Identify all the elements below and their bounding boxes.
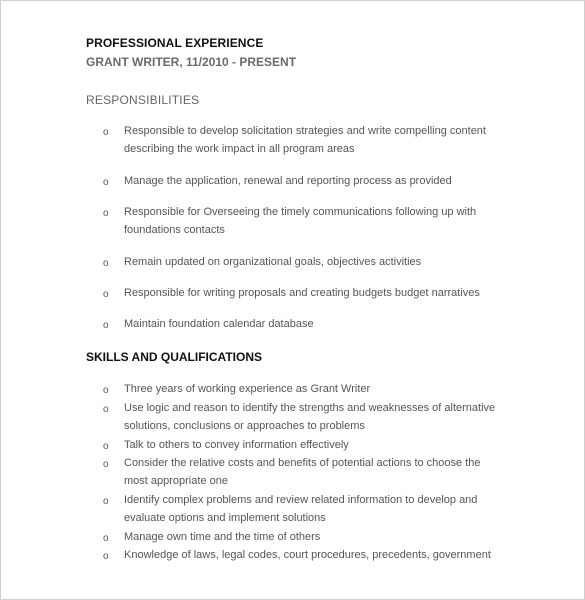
bullet-marker: o [103,208,109,219]
skills-and-qualifications-heading: SKILLS AND QUALIFICATIONS [86,350,262,364]
bullet-marker: o [103,404,109,415]
skill-item-3-line-1: Talk to others to convey information effectively [124,439,349,451]
professional-experience-heading: PROFESSIONAL EXPERIENCE [86,36,264,50]
bullet-marker: o [103,127,109,138]
skill-item-6-line-1: Manage own time and the time of others [124,531,321,543]
bullet-marker: o [103,459,109,470]
skill-item-1-line-1: Three years of working experience as Grant Writer [124,383,371,395]
responsibility-item-4-line-1: Remain updated on organizational goals, objectives activities [124,256,422,268]
skill-item-5-line-2: evaluate options and implement solutions [124,512,326,524]
skill-item-7-line-1: Knowledge of laws, legal codes, court procedures, precedents, government [124,549,491,561]
responsibility-item-3-line-1: Responsible for Overseeing the timely communications following up with [124,206,477,218]
skill-item-2-line-2: solutions, conclusions or approaches to problems [124,420,365,432]
skill-item-4-line-2: most appropriate one [124,475,228,487]
skill-item-4-line-1: Consider the relative costs and benefits of potential actions to choose the [124,457,481,469]
bullet-marker: o [103,258,109,269]
bullet-marker: o [103,177,109,188]
bullet-marker: o [103,551,109,562]
job-title-line: GRANT WRITER, 11/2010 - PRESENT [86,55,297,69]
responsibilities-heading: RESPONSIBILITIES [86,93,200,107]
responsibility-item-6-line-1: Maintain foundation calendar database [124,318,314,330]
bullet-marker: o [103,289,109,300]
bullet-marker: o [103,496,109,507]
bullet-marker: o [103,320,109,331]
responsibility-item-5-line-1: Responsible for writing proposals and creating budgets budget narratives [124,287,480,299]
responsibility-item-1-line-2: describing the work impact in all program areas [124,143,355,155]
bullet-marker: o [103,533,109,544]
responsibility-item-2-line-1: Manage the application, renewal and reporting process as provided [124,175,452,187]
responsibility-item-3-line-2: foundations contacts [124,224,225,236]
skill-item-5-line-1: Identify complex problems and review related information to develop and [124,494,478,506]
skill-item-2-line-1: Use logic and reason to identify the strengths and weaknesses of alternative [124,402,496,414]
bullet-marker: o [103,385,109,396]
bullet-marker: o [103,441,109,452]
responsibility-item-1-line-1: Responsible to develop solicitation strategies and write compelling content [124,125,486,137]
